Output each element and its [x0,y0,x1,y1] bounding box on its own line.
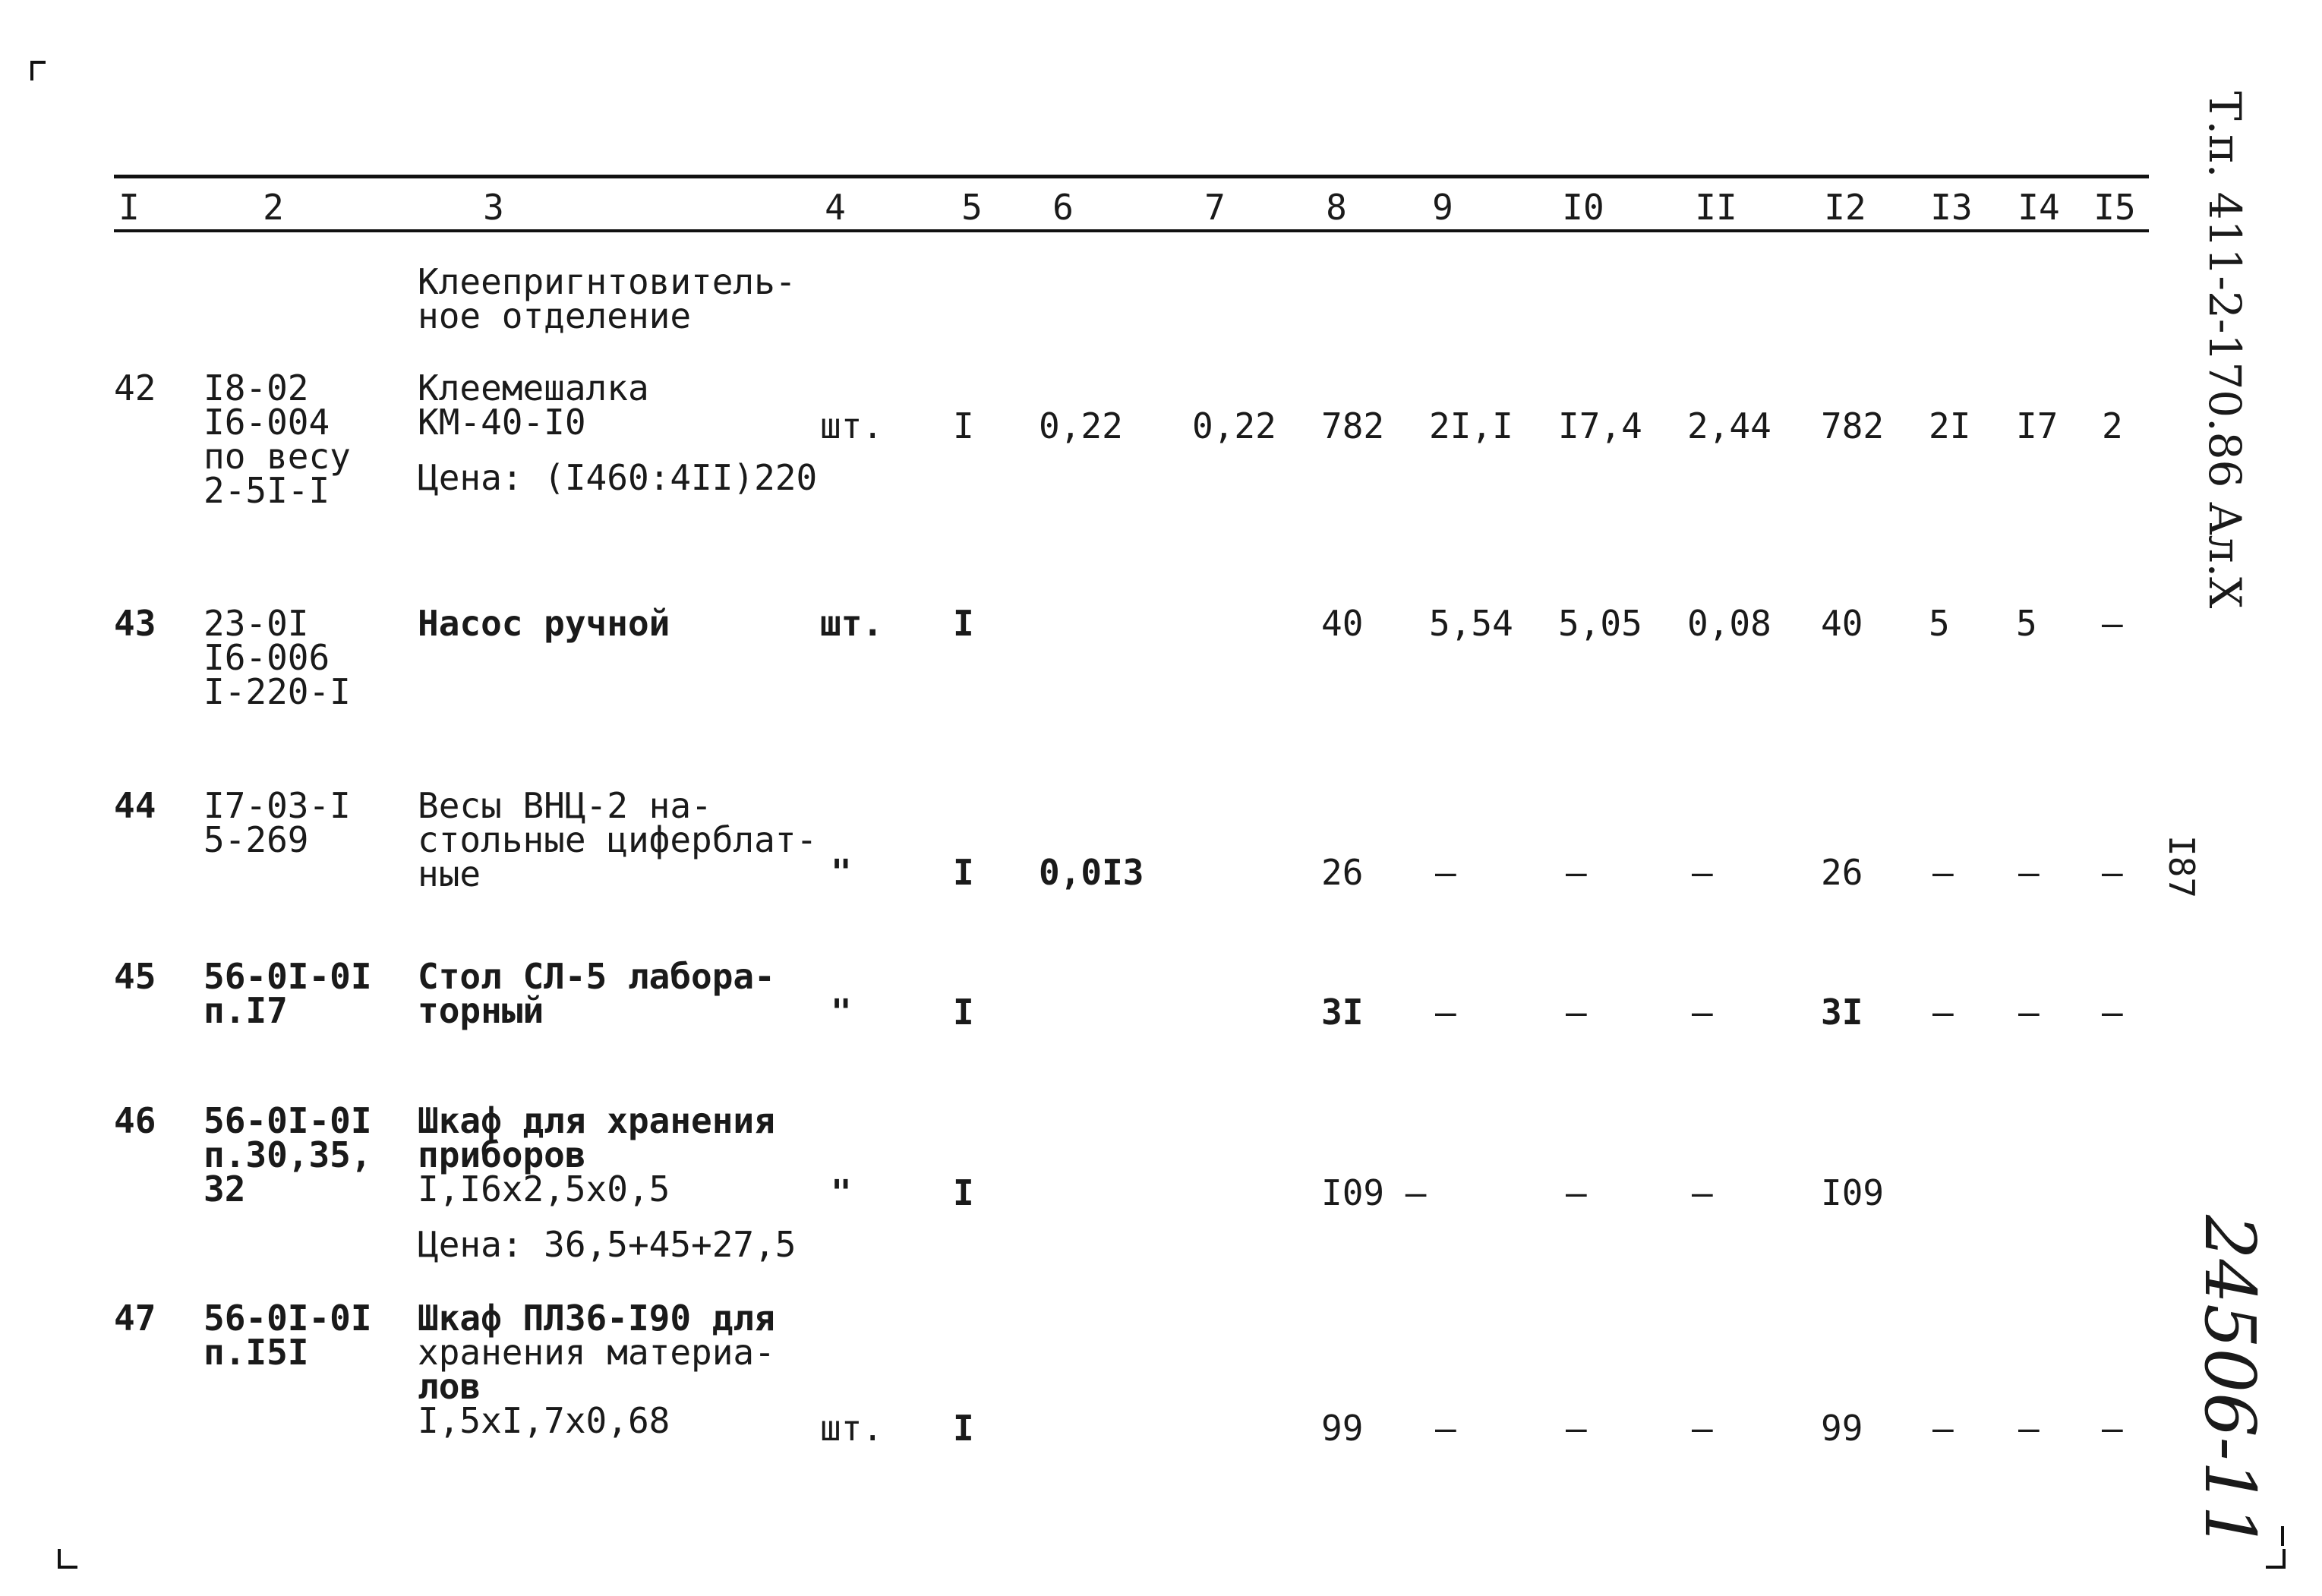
row-col-12: 782 [1821,405,1885,446]
row-name-line: торный [418,990,544,1031]
row-name-line: ные [418,853,481,894]
row-number: 42 [114,367,156,408]
row-code-line: 2-5I-I [203,470,330,511]
row-col-10: – [1566,852,1587,893]
row-code-line: I7-03-I [203,785,351,826]
sheet-number: I87 [2161,835,2202,899]
row-col-12: 99 [1821,1408,1863,1449]
row-col-14: I7 [2016,405,2059,446]
row-col-8: 99 [1321,1408,1364,1449]
row-col-15: – [2102,852,2123,893]
row-number: 44 [114,785,156,826]
row-col-11: 0,08 [1687,603,1771,644]
row-col-14: 5 [2016,603,2037,644]
row-name-line: Шкаф для хранения [418,1100,775,1141]
table-top-rule [114,175,2149,178]
row-name-line: стольные циферблат- [418,819,818,860]
header-col-2: 2 [263,187,284,228]
row-unit: " [831,992,852,1033]
row-name-line: I,5xI,7x0,68 [418,1400,670,1441]
row-col-12: 26 [1821,852,1863,893]
row-col-8: I09 – [1321,1172,1427,1213]
row-col-13: – [1932,1408,1954,1449]
row-code-line: 56-0I-0I [203,1298,372,1339]
header-col-3: 3 [483,187,504,228]
row-code-line: п.I7 [203,990,288,1031]
row-code-line: I8-02 [203,367,309,408]
row-name-line: Весы ВНЦ-2 на- [418,785,712,826]
row-col-13: – [1932,992,1954,1033]
row-code-line: 5-269 [203,819,309,860]
header-col-1: I [118,187,140,228]
row-col-8: 3I [1321,992,1364,1033]
row-code-line: 23-0I [203,603,309,644]
row-number: 45 [114,956,156,997]
row-col-8: 782 [1321,405,1385,446]
row-name-line: Стол СЛ-5 лабора- [418,956,775,997]
row-code-line: I6-004 [203,402,330,443]
row-col-12: I09 [1821,1172,1885,1213]
row-unit: " [831,852,852,893]
row-col-11: 2,44 [1687,405,1771,446]
row-col-14: – [2018,992,2040,1033]
row-col-7: 0,22 [1192,405,1276,446]
header-col-9: 9 [1432,187,1453,228]
row-code-line: 56-0I-0I [203,1100,372,1141]
row-name-line: I,I6x2,5x0,5 [418,1169,670,1210]
header-col-6: 6 [1052,187,1074,228]
row-col-10: – [1566,1408,1587,1449]
corner-mark-bottom-left [58,1549,77,1569]
row-name-line: Шкаф ПЛ36-I90 для [418,1298,775,1339]
row-name-line: приборов [418,1134,586,1175]
row-col-8: 26 [1321,852,1364,893]
row-name-line: хранения материа- [418,1332,775,1373]
row-name-line: Насос ручной [418,603,670,644]
header-col-12: I2 [1824,187,1866,228]
row-code-line: 32 [203,1169,246,1210]
row-col-13: 5 [1929,603,1950,644]
row-col-15: – [2102,992,2123,1033]
row-col-15: – [2102,1408,2123,1449]
row-unit: шт. [820,603,884,644]
row-col-10: I7,4 [1558,405,1642,446]
row-col-10: – [1566,1172,1587,1213]
header-col-4: 4 [825,187,846,228]
row-price-note: Цена: (I460:4II)220 [418,457,818,498]
table-header-rule [114,229,2149,232]
row-unit: шт. [820,1408,884,1449]
row-col-12: 3I [1821,992,1863,1033]
row-col-9: 5,54 [1429,603,1513,644]
header-col-7: 7 [1204,187,1226,228]
row-col-13: – [1932,852,1954,893]
row-col-15: 2 [2102,405,2123,446]
row-col-12: 40 [1821,603,1863,644]
inventory-number: 24506-11 [2189,1215,2270,1550]
row-col-14: – [2018,852,2040,893]
row-unit: " [831,1172,852,1213]
row-code-line: по весу [203,436,351,477]
header-col-15: I5 [2093,187,2136,228]
row-code-line: I-220-I [203,671,351,712]
row-col-9: – [1435,992,1456,1033]
section-title-line-2: ное отделение [418,295,692,336]
row-col-11: – [1692,1408,1713,1449]
row-col-10: 5,05 [1558,603,1642,644]
row-col-11: – [1692,992,1713,1033]
row-code-line: п.I5I [203,1332,309,1373]
row-qty: I [953,603,974,644]
row-col-15: – [2102,603,2123,644]
row-col-11: – [1692,1172,1713,1213]
row-col-8: 40 [1321,603,1364,644]
corner-mark-top-left [30,61,46,80]
row-name-line: КМ-40-I0 [418,402,586,443]
row-unit: шт. [820,405,884,446]
row-col-10: – [1566,992,1587,1033]
row-col-9: – [1435,1408,1456,1449]
row-col-11: – [1692,852,1713,893]
row-price-note: Цена: 36,5+45+27,5 [418,1224,797,1265]
row-name-line: лов [418,1366,481,1407]
header-col-8: 8 [1326,187,1347,228]
row-number: 43 [114,603,156,644]
row-code-line: I6-006 [203,637,330,678]
row-col-9: – [1435,852,1456,893]
margin-tick [2281,1526,2284,1546]
section-title-line-1: Клеепригнтовитель- [418,261,797,302]
row-number: 47 [114,1298,156,1339]
row-qty: I [953,1172,974,1213]
row-col-14: – [2018,1408,2040,1449]
row-col-6: 0,0I3 [1039,852,1144,893]
row-code-line: п.30,35, [203,1134,372,1175]
row-code-line: 56-0I-0I [203,956,372,997]
row-qty: I [953,405,974,446]
row-number: 46 [114,1100,156,1141]
header-col-13: I3 [1930,187,1973,228]
row-qty: I [953,1408,974,1449]
header-col-5: 5 [961,187,983,228]
corner-mark-bottom-right [2266,1549,2286,1569]
row-name-line: Клеемешалка [418,367,649,408]
row-qty: I [953,852,974,893]
row-col-13: 2I [1929,405,1971,446]
row-qty: I [953,992,974,1033]
header-col-14: I4 [2018,187,2060,228]
header-col-10: I0 [1562,187,1604,228]
row-col-9: 2I,I [1429,405,1513,446]
row-col-6: 0,22 [1039,405,1123,446]
side-stamp: Т.п. 411-2-170.86 Ал.X [2199,91,2251,609]
header-col-11: II [1695,187,1737,228]
